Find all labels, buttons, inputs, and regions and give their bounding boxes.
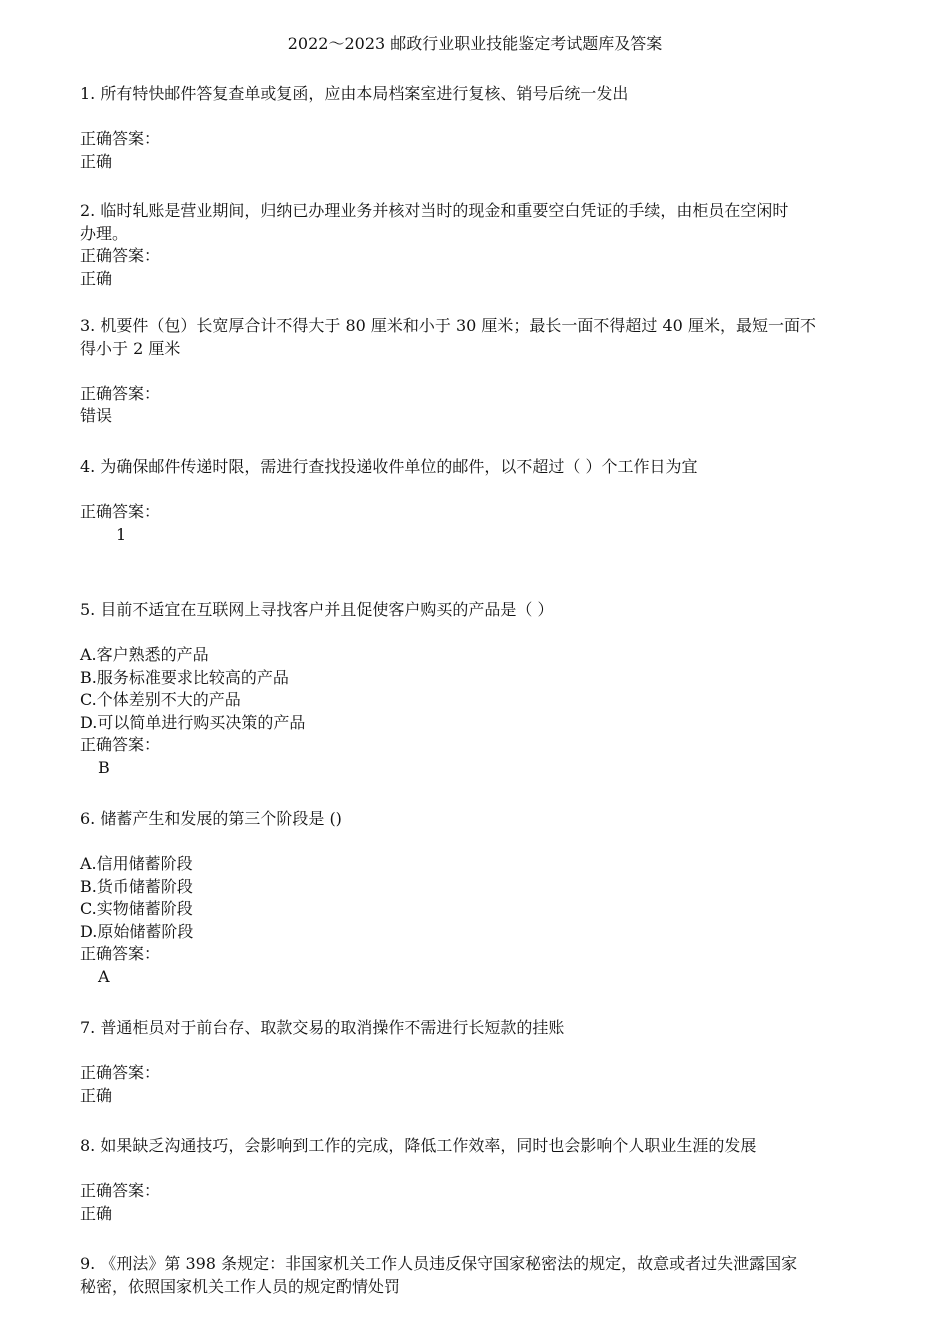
answer-value: A <box>98 966 110 986</box>
question-text: 6. 储蓄产生和发展的第三个阶段是 () <box>80 809 342 828</box>
document-title: 2022～2023 邮政行业职业技能鉴定考试题库及答案 <box>287 34 663 53</box>
question-text-cont: 办理。 <box>80 223 129 243</box>
question-text-cont: 得小于 2 厘米 <box>80 338 181 358</box>
option-d: D.可以简单进行购买决策的产品 <box>80 712 306 732</box>
question-9 <box>80 1253 875 1298</box>
option-a: A.信用储蓄阶段 <box>80 854 193 873</box>
question-text: 8. 如果缺乏沟通技巧，会影响到工作的完成，降低工作效率，同时也会影响个人职业生涯的发展 <box>80 1136 757 1155</box>
question-6 <box>80 808 875 988</box>
option-b: B.货币储蓄阶段 <box>80 876 193 896</box>
question-text: 3. 机要件（包）长宽厚合计不得大于 80 厘米和小于 30 厘米；最长一面不得超过 40 厘米，最短一面不 <box>80 316 816 335</box>
option-b: B.服务标准要求比较高的产品 <box>80 667 289 687</box>
question-3 <box>80 315 875 428</box>
question-text: 2. 临时轧账是营业期间，归纳已办理业务并核对当时的现金和重要空白凭证的手续，由柜员在空闲时 <box>80 201 789 220</box>
answer-value: 正确 <box>80 268 113 288</box>
option-a: A.客户熟悉的产品 <box>80 645 209 664</box>
question-text: 9. 《刑法》第 398 条规定：非国家机关工作人员违反保守国家秘密法的规定，故意或者过失泄露国家 <box>80 1254 798 1273</box>
answer-value: 正确 <box>80 1203 113 1223</box>
answer-label: 正确答案： <box>80 246 161 265</box>
question-5 <box>80 599 875 779</box>
answer-value: 1 <box>116 524 127 544</box>
question-text: 5. 目前不适宜在互联网上寻找客户并且促使客户购买的产品是（ ） <box>80 600 554 619</box>
question-4 <box>80 456 875 546</box>
answer-value: 正确 <box>80 1085 113 1105</box>
question-2 <box>80 200 875 290</box>
option-c: C.个体差别不大的产品 <box>80 690 241 709</box>
option-c: C.实物储蓄阶段 <box>80 899 193 918</box>
answer-label: 正确答案： <box>80 1181 161 1200</box>
question-7 <box>80 1017 875 1107</box>
answer-value: B <box>98 757 110 777</box>
answer-value: 错误 <box>80 406 113 425</box>
answer-label: 正确答案： <box>80 129 161 148</box>
question-text-cont: 秘密，依照国家机关工作人员的规定酌情处罚 <box>80 1276 401 1296</box>
question-text: 1. 所有特快邮件答复查单或复函，应由本局档案室进行复核、销号后统一发出 <box>80 84 629 103</box>
answer-label: 正确答案： <box>80 944 161 963</box>
question-text: 4. 为确保邮件传递时限，需进行查找投递收件单位的邮件，以不超过（ ）个工作日为宜 <box>80 457 698 476</box>
question-8 <box>80 1135 875 1225</box>
option-d: D.原始储蓄阶段 <box>80 921 194 941</box>
answer-label: 正确答案： <box>80 383 161 403</box>
answer-label: 正确答案： <box>80 1063 161 1082</box>
answer-label: 正确答案： <box>80 735 161 754</box>
question-1 <box>80 83 875 173</box>
answer-label: 正确答案： <box>80 502 161 521</box>
answer-value: 正确 <box>80 151 113 171</box>
question-text: 7. 普通柜员对于前台存、取款交易的取消操作不需进行长短款的挂账 <box>80 1018 565 1037</box>
